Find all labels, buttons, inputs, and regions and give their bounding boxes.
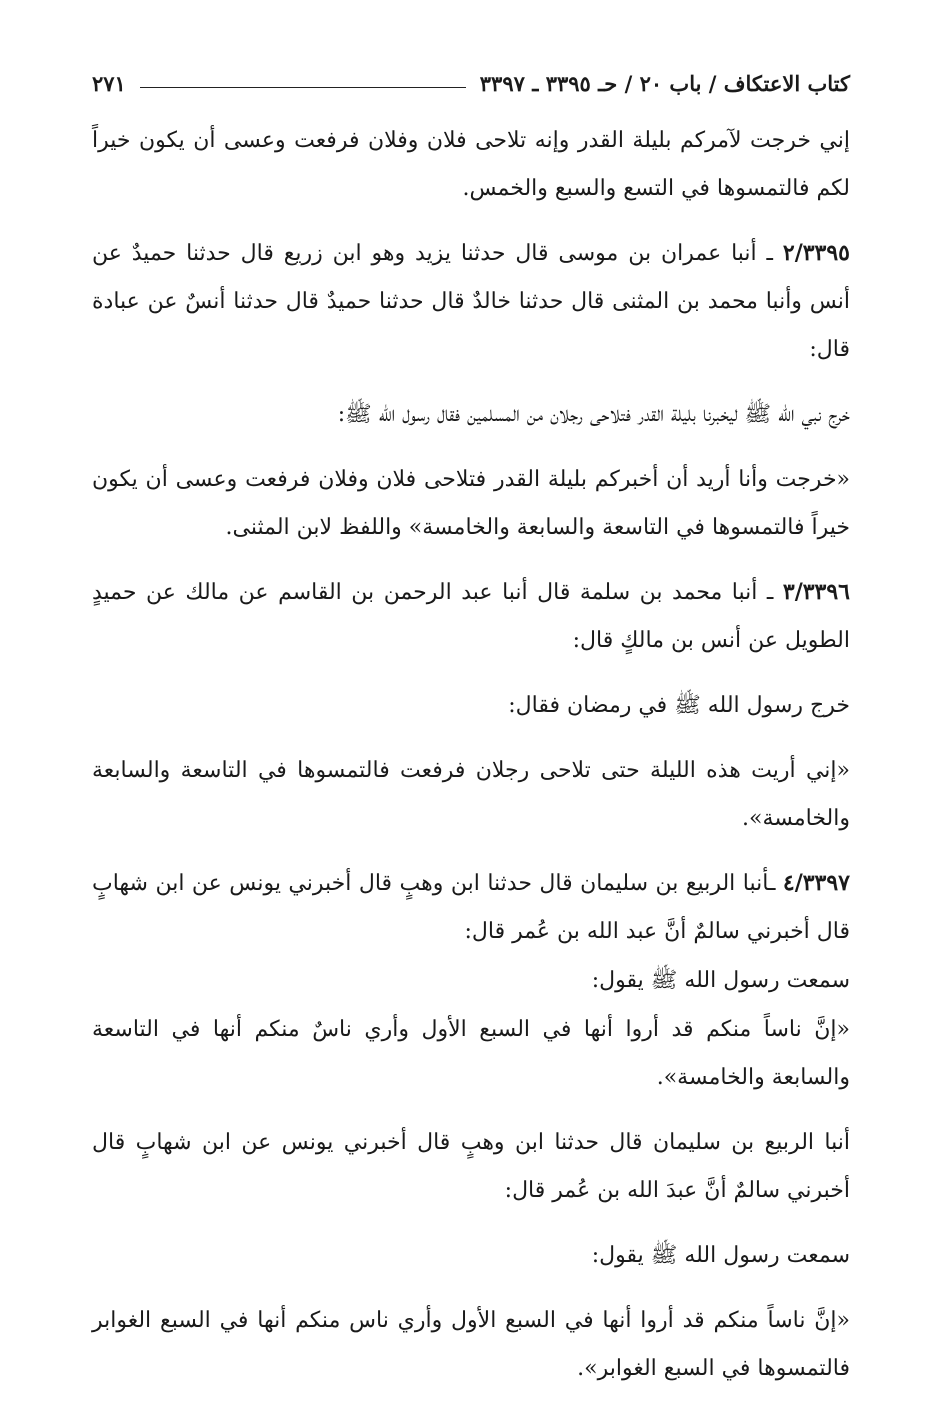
paragraph-text: «إنَّ ناساً منكم قد أروا أنها في السبع الأول وأري ناسٌ منكم أنها في التاسعة والسابعة والخامسة». [92,1017,850,1090]
paragraph-text: إني خرجت لآمركم بليلة القدر وإنه تلاحى فلان وفلان فرفعت وعسى أن يكون خيراً لكم فالتمسوها في التسع والسبع والخمس. [92,128,850,201]
paragraph-text: «إني أريت هذه الليلة حتى تلاحى رجلان فرفعت فالتمسوها في التاسعة والسابعة والخامسة». [92,758,850,831]
page-header [92,66,850,100]
paragraph-text: ـأنبا الربيع بن سليمان قال حدثنا ابن وهبٍ قال أخبرني يونس عن ابن شهابٍ قال أخبرني سالمٌ أنَّ عبد الله بن عُمر قال: [92,871,850,944]
paragraph [92,681,850,730]
paragraph [92,746,850,843]
page-number: ٢٧١ [92,70,126,96]
running-title: كتاب الاعتكاف / باب ٢٠ / حـ ٣٣٩٥ ـ ٣٣٩٧ [479,70,850,96]
paragraph [92,455,850,552]
paragraph [92,1231,850,1280]
paragraph-text: «إنَّ ناساً منكم قد أروا أنها في السبع الأول وأري ناس منكم أنها في السبع الغوابر فالتمسوها في السبع الغوابر». [92,1308,850,1381]
paragraph-text: «خرجت وأنا أريد أن أخبركم بليلة القدر فتلاحى فلان وفلان فرفعت وعسى أن يكون خيراً فالتمسوها في التاسعة والسابعة والخامسة» واللفظ لابن المثنى. [92,467,850,540]
paragraph [92,116,850,213]
paragraph-text: سمعت رسول الله ﷺ يقول: [591,1243,850,1268]
header-rule [140,87,466,88]
paragraph [92,390,850,439]
hadith-number: ٢/٣٣٩٥ [782,240,850,266]
paragraph [92,956,850,1005]
hadith-number: ٣/٣٣٩٦ [782,579,850,605]
paragraph [92,1296,850,1393]
paragraph-text: أنبا الربيع بن سليمان قال حدثنا ابن وهبٍ قال أخبرني يونس عن ابن شهابٍ قال أخبرني سالمٌ أنَّ عبدَ الله بن عُمر قال: [92,1130,850,1203]
paragraph [92,1118,850,1215]
hadith-number: ٤/٣٣٩٧ [782,870,850,896]
paragraph [92,568,850,665]
paragraph-text: ـ أنبا محمد بن سلمة قال أنبا عبد الرحمن بن القاسم عن مالك عن حميدٍ الطويل عن أنس بن مالكٍ قال: [92,580,850,653]
paragraph [92,1005,850,1102]
paragraph-text: سمعت رسول الله ﷺ يقول: [591,968,850,993]
paragraph-text: خرج رسول الله ﷺ في رمضان فقال: [508,693,850,718]
paragraph [92,229,850,374]
page-body [92,116,850,1409]
paragraph-text: ـ أنبا عمران بن موسى قال حدثنا يزيد وهو ابن زريع قال حدثنا حميدٌ عن أنس وأنبا محمد بن المثنى قال حدثنا خالدٌ قال حدثنا حميدٌ قال حدثنا أنسٌ عن عبادة قال: [92,241,851,362]
paragraph [92,859,850,956]
paragraph-text: خرج نبي الله ﷺ ليخبرنا بليلة القدر فتلاحى رجلان من المسلمين فقال رسول الله ﷺ: [337,402,850,427]
